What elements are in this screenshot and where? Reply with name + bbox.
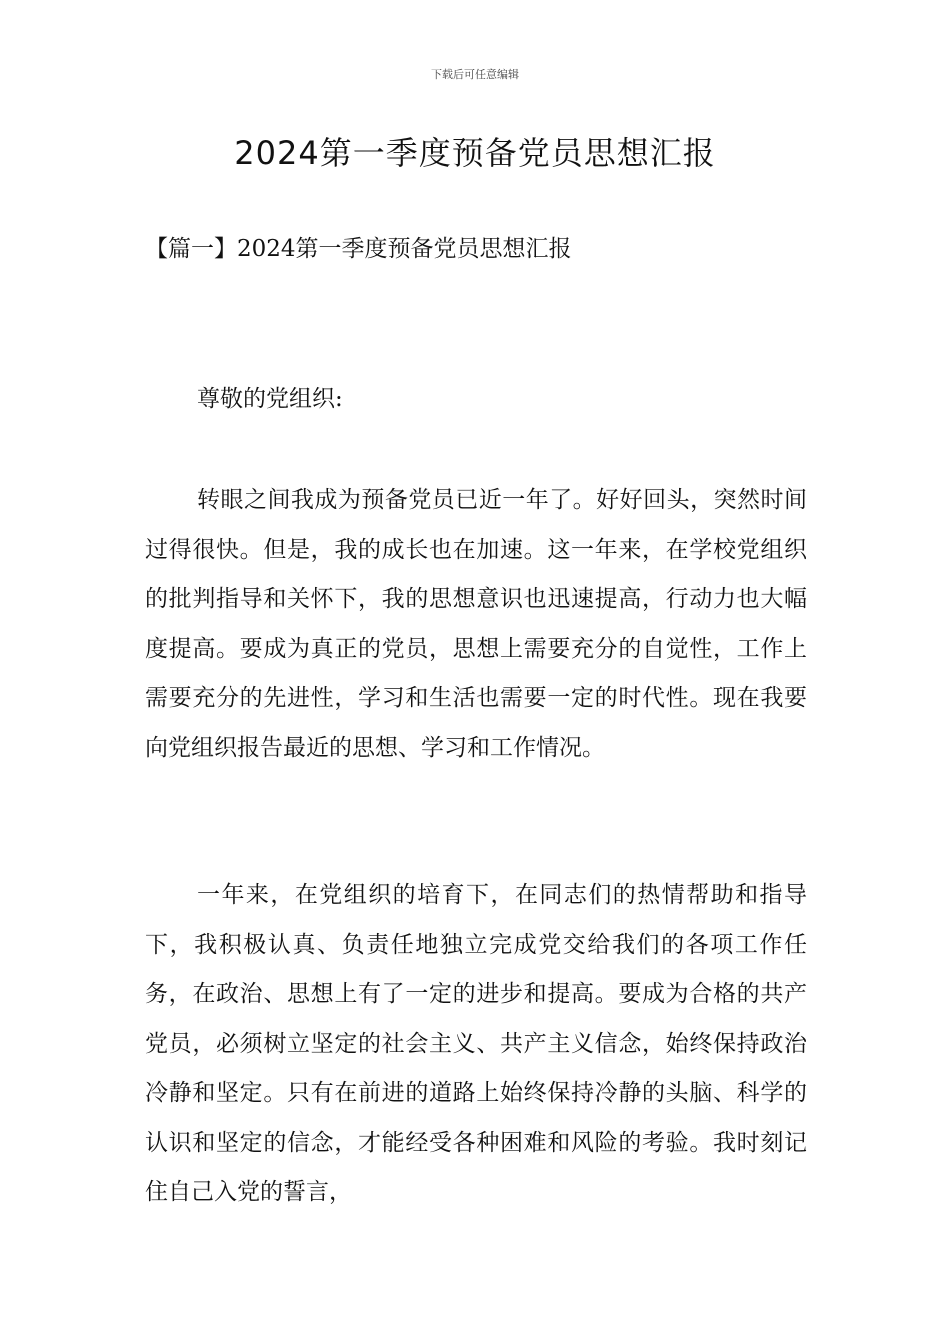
section-heading: 【篇一】2024第一季度预备党员思想汇报 [145,236,572,262]
header-note: 下载后可任意编辑 [431,68,519,81]
salutation: 尊敬的党组织: [197,386,343,412]
document-title: 2024第一季度预备党员思想汇报 [234,134,716,172]
paragraph-2: 一年来，在党组织的培育下，在同志们的热情帮助和指导下，我积极认真、负责任地独立完成党交给我们的各项工作任务，在政治、思想上有了一定的进步和提高。要成为合格的共产党员，必须树立坚定的社会主义、共产主义信念，始终保持政治冷静和坚定。只有在前进的道路上始终保持冷静的头脑、科学的认识和坚定的信念，才能经受各种困难和风险的考验。我时刻记住自己入党的誓言， [145,882,807,1205]
paragraph-1: 转眼之间我成为预备党员已近一年了。好好回头，突然时间过得很快。但是，我的成长也在加速。这一年来，在学校党组织的批判指导和关怀下，我的思想意识也迅速提高，行动力也大幅度提高。要成为真正的党员，思想上需要充分的自觉性，工作上需要充分的先进性，学习和生活也需要一定的时代性。现在我要向党组织报告最近的思想、学习和工作情况。 [145,487,807,761]
